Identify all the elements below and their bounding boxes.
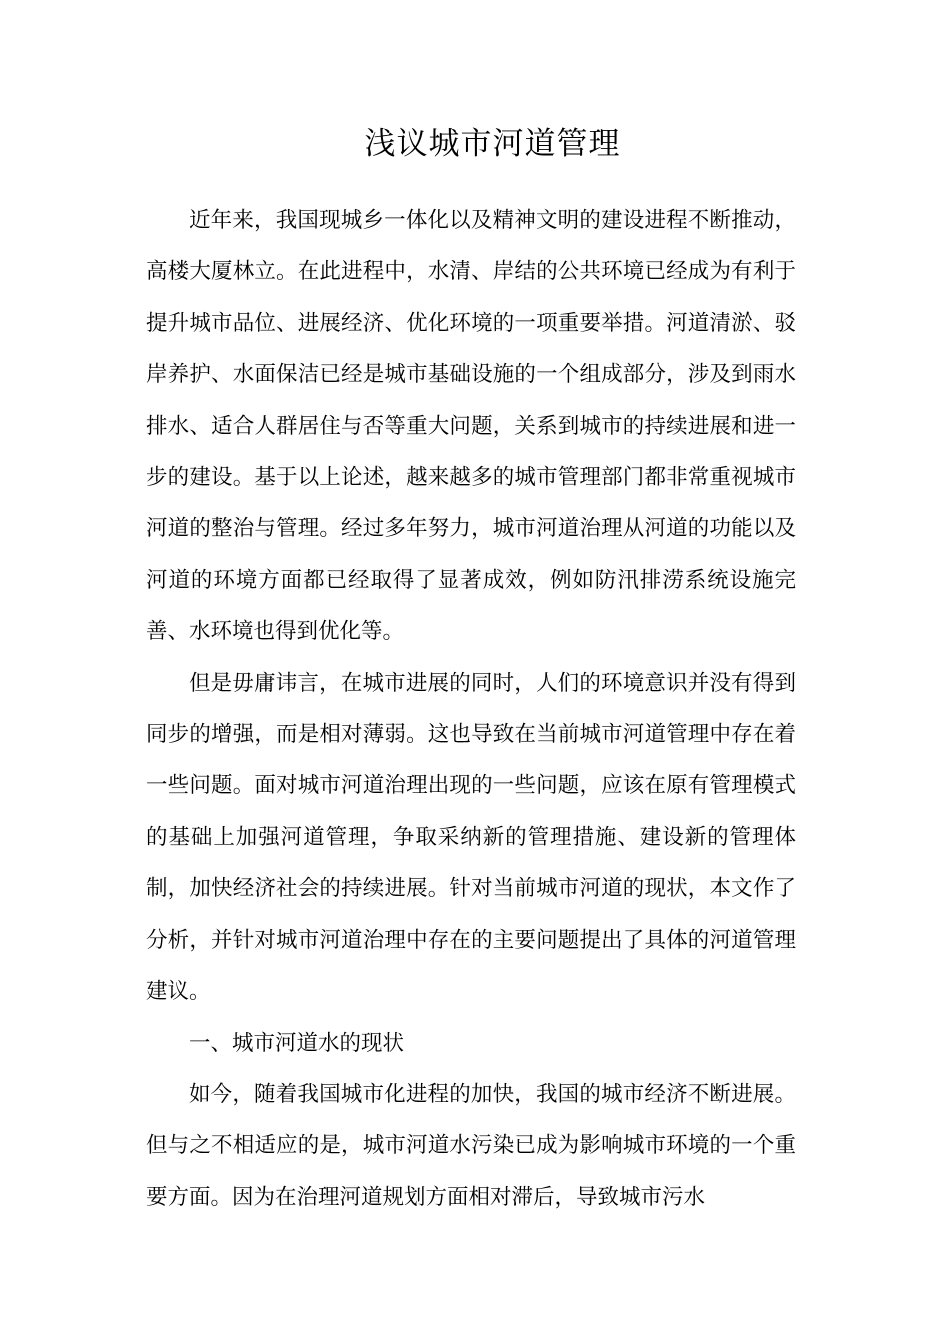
paragraph-current-status: 如今，随着我国城市化进程的加快，我国的城市经济不断进展。但与之不相适应的是，城市河道水污染已成为影响城市环境的一个重要方面。因为在治理河道规划方面相对滞后，导致城市污水 [146, 1081, 796, 1210]
document-title: 浅议城市河道管理 [364, 126, 621, 162]
section-heading: 一、城市河道水的现状 [189, 1030, 405, 1056]
paragraph-intro: 近年来，我国现城乡一体化以及精神文明的建设进程不断推动，高楼大厦林立。在此进程中，水清、岸结的公共环境已经成为有利于提升城市品位、进展经济、优化环境的一项重要举措。河道清淤、驳岸养护、水面保洁已经是城市基础设施的一个组成部分，涉及到雨水排水、适合人群居住与否等重大问题，关系到城市的持续进展和进一步的建设。基于以上论述，越来越多的城市管理部门都非常重视城市河道的整治与管理。经过多年努力，城市河道治理从河道的功能以及河道的环境方面都已经取得了显著成效，例如防汛排涝系统设施完善、水环境也得到优化等。 [146, 208, 796, 645]
document-body [146, 195, 796, 1223]
paragraph-problems: 但是毋庸讳言，在城市进展的同时，人们的环境意识并没有得到同步的增强，而是相对薄弱。这也导致在当前城市河道管理中存在着一些问题。面对城市河道治理出现的一些问题，应该在原有管理模式的基础上加强河道管理，争取采纳新的管理措施、建设新的管理体制，加快经济社会的持续进展。针对当前城市河道的现状，本文作了分析，并针对城市河道治理中存在的主要问题提出了具体的河道管理建议。 [146, 670, 796, 1005]
